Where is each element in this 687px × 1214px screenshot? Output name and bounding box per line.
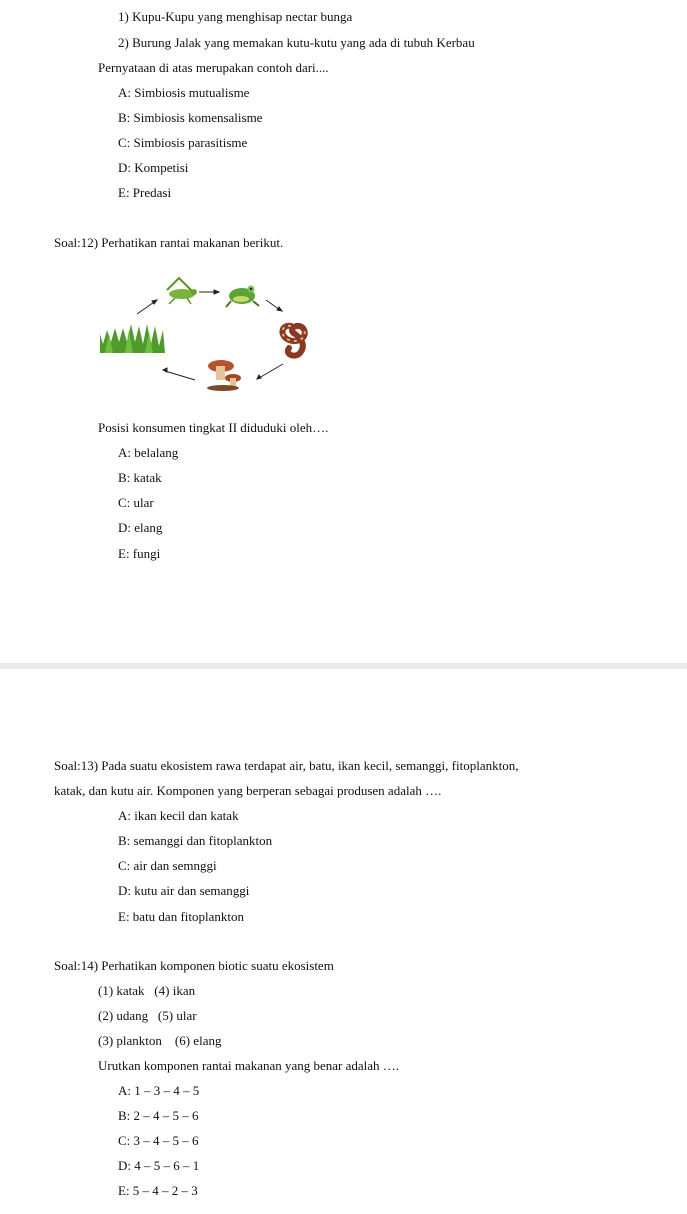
q13-option-e: E: batu dan fitoplankton xyxy=(118,909,245,924)
q12-option-b: B: katak xyxy=(118,470,162,485)
q14-option-b: B: 2 – 4 – 5 – 6 xyxy=(118,1108,199,1123)
grass-icon xyxy=(100,324,165,353)
snake-icon xyxy=(282,326,304,356)
question-text: Pernyataan di atas merupakan contoh dari.... xyxy=(98,60,329,75)
grasshopper-icon xyxy=(167,278,197,304)
q14-option-a: A: 1 – 3 – 4 – 5 xyxy=(118,1083,200,1098)
q13-text-line1: Soal:13) Pada suatu ekosistem rawa terdapat air, batu, ikan kecil, semanggi, fitoplankton, xyxy=(54,758,519,773)
food-chain-figure xyxy=(95,268,335,398)
q13-option-c: C: air dan semnggi xyxy=(118,858,217,873)
page-divider xyxy=(0,663,687,669)
q13-option-b: B: semanggi dan fitoplankton xyxy=(118,833,273,848)
statement-2: 2) Burung Jalak yang memakan kutu-kutu yang ada di tubuh Kerbau xyxy=(118,35,475,50)
option-a: A: Simbiosis mutualisme xyxy=(118,85,250,100)
statement-1: 1) Kupu-Kupu yang menghisap nectar bunga xyxy=(118,9,353,24)
option-b: B: Simbiosis komensalisme xyxy=(118,110,263,125)
q12-option-a: A: belalang xyxy=(118,445,179,460)
q14-component-row3: (3) plankton (6) elang xyxy=(98,1033,222,1048)
q13-option-d: D: kutu air dan semanggi xyxy=(118,883,250,898)
option-e: E: Predasi xyxy=(118,185,172,200)
q14-component-row1: (1) katak (4) ikan xyxy=(98,983,196,998)
q14-option-c: C: 3 – 4 – 5 – 6 xyxy=(118,1133,199,1148)
q14-question: Urutkan komponen rantai makanan yang benar adalah …. xyxy=(98,1058,400,1073)
q14-option-d: D: 4 – 5 – 6 – 1 xyxy=(118,1158,200,1173)
q13-text-line2: katak, dan kutu air. Komponen yang berperan sebagai produsen adalah …. xyxy=(54,783,442,798)
option-c: C: Simbiosis parasitisme xyxy=(118,135,248,150)
q14-component-row2: (2) udang (5) ular xyxy=(98,1008,197,1023)
q12-heading: Soal:12) Perhatikan rantai makanan berikut. xyxy=(54,235,284,250)
q12-option-d: D: elang xyxy=(118,520,163,535)
q14-heading: Soal:14) Perhatikan komponen biotic suatu ekosistem xyxy=(54,958,334,973)
q13-option-a: A: ikan kecil dan katak xyxy=(118,808,239,823)
q12-question: Posisi konsumen tingkat II diduduki oleh…. xyxy=(98,420,329,435)
frog-icon xyxy=(226,286,259,308)
q12-option-c: C: ular xyxy=(118,495,154,510)
mushroom-icon xyxy=(207,360,241,391)
q14-option-e: E: 5 – 4 – 2 – 3 xyxy=(118,1183,198,1198)
option-d: D: Kompetisi xyxy=(118,160,189,175)
q12-option-e: E: fungi xyxy=(118,546,161,561)
